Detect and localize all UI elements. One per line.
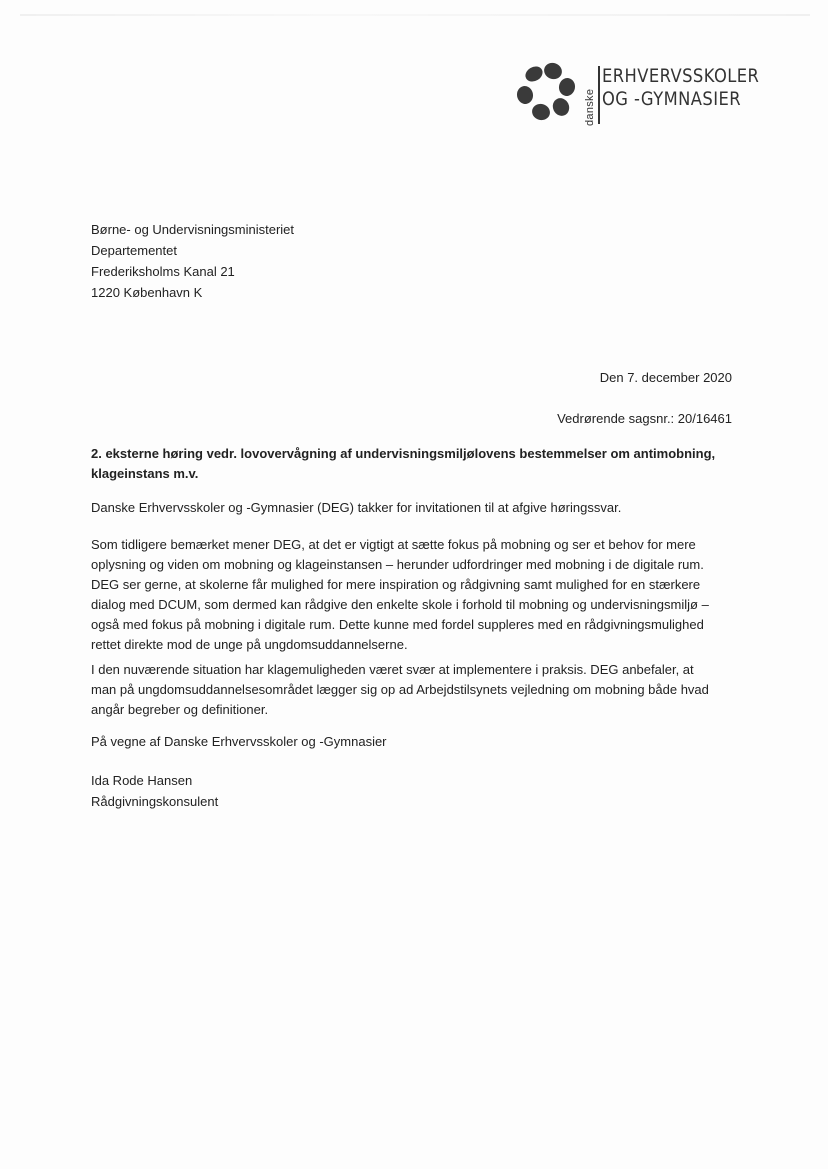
- paragraph-3-line: I den nuværende situation har klagemuligheden været svær at implementere i praksis. DEG anbefaler, at: [91, 662, 694, 677]
- recipient-line-1: Børne- og Undervisningsministeriet: [91, 222, 295, 237]
- paragraph-2-line: Som tidligere bemærket mener DEG, at det er vigtigt at sætte fokus på mobning og ser et behov for mere: [91, 537, 696, 552]
- paragraph-2-line: DEG ser gerne, at skolerne får mulighed for mere inspiration og rådgivning samt mulighed for en stærkere: [91, 577, 701, 592]
- organization-logo: [514, 60, 760, 130]
- logo-divider: [598, 66, 600, 124]
- subject-line-1: 2. eksterne høring vedr. lovovervågning af undervisningsmiljølovens bestemmelser om antimobning,: [91, 446, 716, 461]
- scan-edge: [20, 14, 810, 16]
- recipient-line-2: Departementet: [91, 243, 177, 258]
- subject-line-2: klageinstans m.v.: [91, 466, 199, 481]
- paragraph-3: [91, 660, 751, 720]
- flower-logo-icon: [514, 60, 584, 130]
- paragraph-2-line: dialog med DCUM, som dermed kan rådgive den enkelte skole i forhold til mobning og undervisningsmiljø –: [91, 597, 709, 612]
- paragraph-3-line: angår begreber og definitioner.: [91, 702, 269, 717]
- paragraph-3-line: man på ungdomsuddannelsesområdet lægger sig op ad Arbejdstilsynets vejledning om mobning både hvad: [91, 682, 709, 697]
- letter-subject: [91, 444, 741, 484]
- case-reference: Vedrørende sagsnr.: 20/16461: [557, 411, 732, 426]
- paragraph-2-line: rettet direkte mod de unge på ungdomsuddannelserne.: [91, 637, 408, 652]
- logo-line-2: OG -GYMNASIER: [602, 88, 742, 110]
- paragraph-2: [91, 535, 751, 655]
- paragraph-2-line: oplysning og viden om mobning og klageinstansen – herunder udfordringer med mobning i de digitale rum.: [91, 557, 704, 572]
- letter-date: Den 7. december 2020: [599, 370, 732, 385]
- paragraph-1-line: Danske Erhvervsskoler og -Gymnasier (DEG) takker for invitationen til at afgive høringssvar.: [91, 500, 622, 515]
- recipient-line-3: Frederiksholms Kanal 21: [91, 264, 235, 279]
- logo-line-1: ERHVERVSSKOLER: [602, 65, 760, 87]
- paragraph-1: [91, 498, 751, 518]
- closing-line: På vegne af Danske Erhvervsskoler og -Gymnasier: [91, 734, 387, 749]
- signature-name: Ida Rode Hansen: [91, 773, 193, 788]
- signature-title: Rådgivningskonsulent: [91, 794, 219, 809]
- paragraph-2-line: også med fokus på mobning i digitale rum. Dette kunne med fordel suppleres med en rådgivningsmulighed: [91, 617, 704, 632]
- logo-small-word: danske: [584, 88, 596, 126]
- recipient-line-4: 1220 København K: [91, 285, 203, 300]
